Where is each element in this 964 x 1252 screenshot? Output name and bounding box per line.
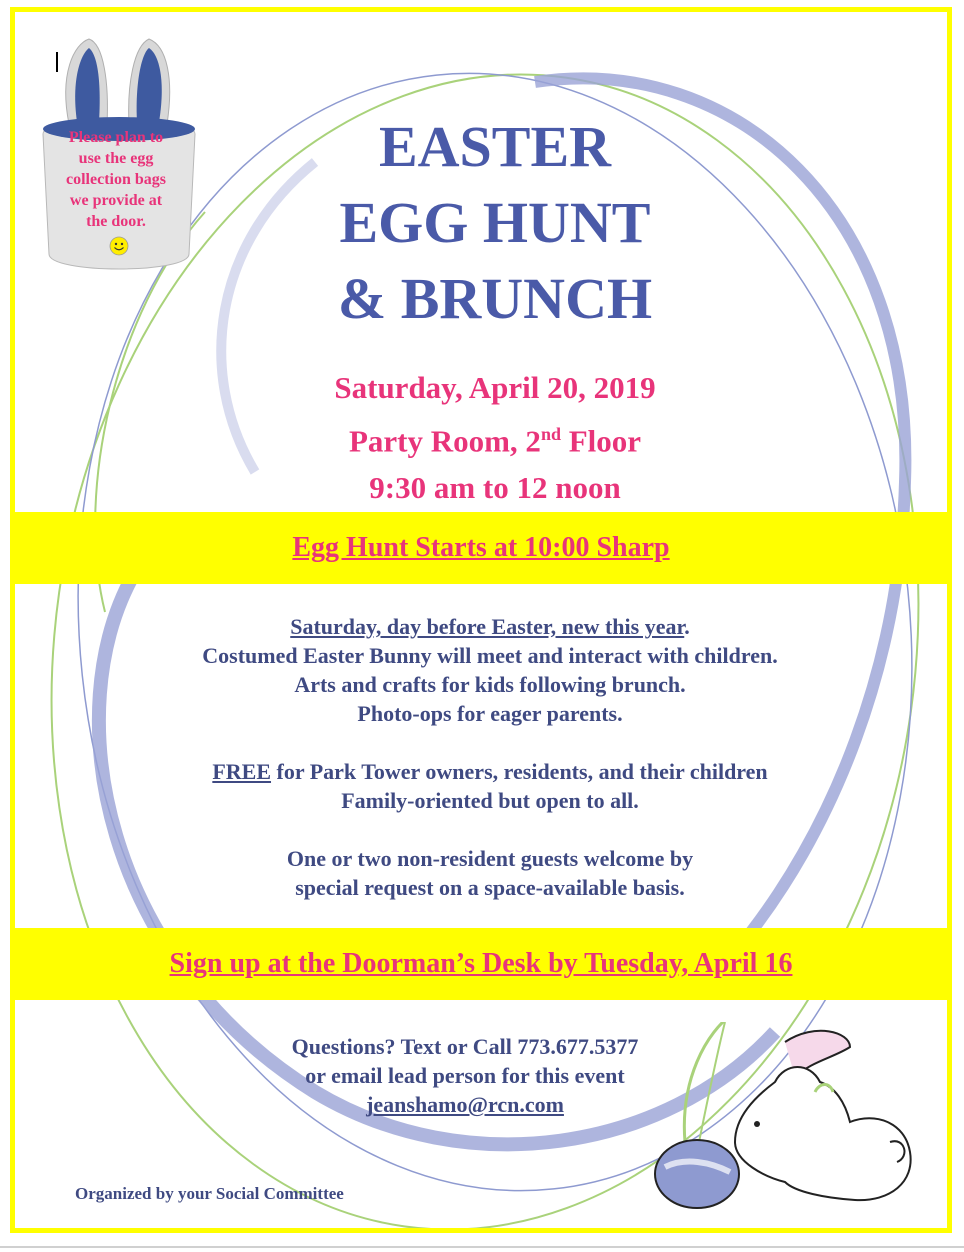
details-line1-underlined: Saturday, day before Easter, new this year (290, 614, 685, 639)
bunny-egg-illustration (635, 1022, 935, 1222)
hunt-banner (15, 512, 947, 584)
details-line (95, 612, 885, 641)
page-title (195, 109, 795, 337)
location-main: Party Room, 2 (348, 423, 541, 459)
contact-email-prompt: or email lead person for this event (305, 1063, 625, 1088)
signup-banner-text: Sign up at the Doorman’s Desk by Tuesday, April 16 (169, 948, 793, 979)
event-info (195, 364, 795, 511)
bag-note (51, 127, 181, 232)
bag-note-line: use the egg (78, 150, 154, 167)
details-line: Costumed Easter Bunny will meet and interact with children. (202, 643, 778, 668)
guests-line: special request on a space-available basis. (295, 875, 685, 900)
hunt-banner-text: Egg Hunt Starts at 10:00 Sharp (292, 532, 670, 563)
location-end: Floor (560, 423, 642, 459)
event-location (195, 411, 795, 464)
flyer-frame (10, 7, 952, 1233)
location-sup: nd (540, 424, 561, 444)
bag-note-line: the door. (86, 213, 146, 230)
title-line: EGG HUNT (339, 190, 651, 255)
details-line1-end: . (684, 614, 690, 639)
event-date: Saturday, April 20, 2019 (334, 370, 656, 405)
event-details (95, 612, 885, 902)
bag-note-line: Please plan to (68, 129, 164, 146)
free-rest: for Park Tower owners, residents, and their children (271, 759, 768, 784)
text-cursor (56, 52, 58, 72)
details-line: Photo-ops for eager parents. (357, 701, 623, 726)
free-line (95, 757, 885, 786)
title-line: & BRUNCH (337, 266, 653, 331)
smiley-icon (109, 236, 129, 256)
event-time: 9:30 am to 12 noon (369, 470, 621, 506)
contact-phone: Questions? Text or Call 773.677.5377 (291, 1034, 639, 1059)
signup-banner (15, 928, 947, 1000)
bag-note-line: we provide at (69, 192, 163, 209)
page-bottom-rule (0, 1246, 964, 1248)
title-line: EASTER (378, 114, 612, 179)
contact-email-link[interactable]: jeanshamo@rcn.com (366, 1092, 564, 1117)
details-line: Family-oriented but open to all. (341, 788, 639, 813)
organized-by-footer: Organized by your Social Committee (75, 1184, 344, 1203)
bag-note-line: collection bags (66, 171, 166, 188)
details-line: Arts and crafts for kids following brunch. (294, 672, 686, 697)
guests-line: One or two non-resident guests welcome by (286, 846, 694, 871)
free-label: FREE (212, 759, 272, 784)
